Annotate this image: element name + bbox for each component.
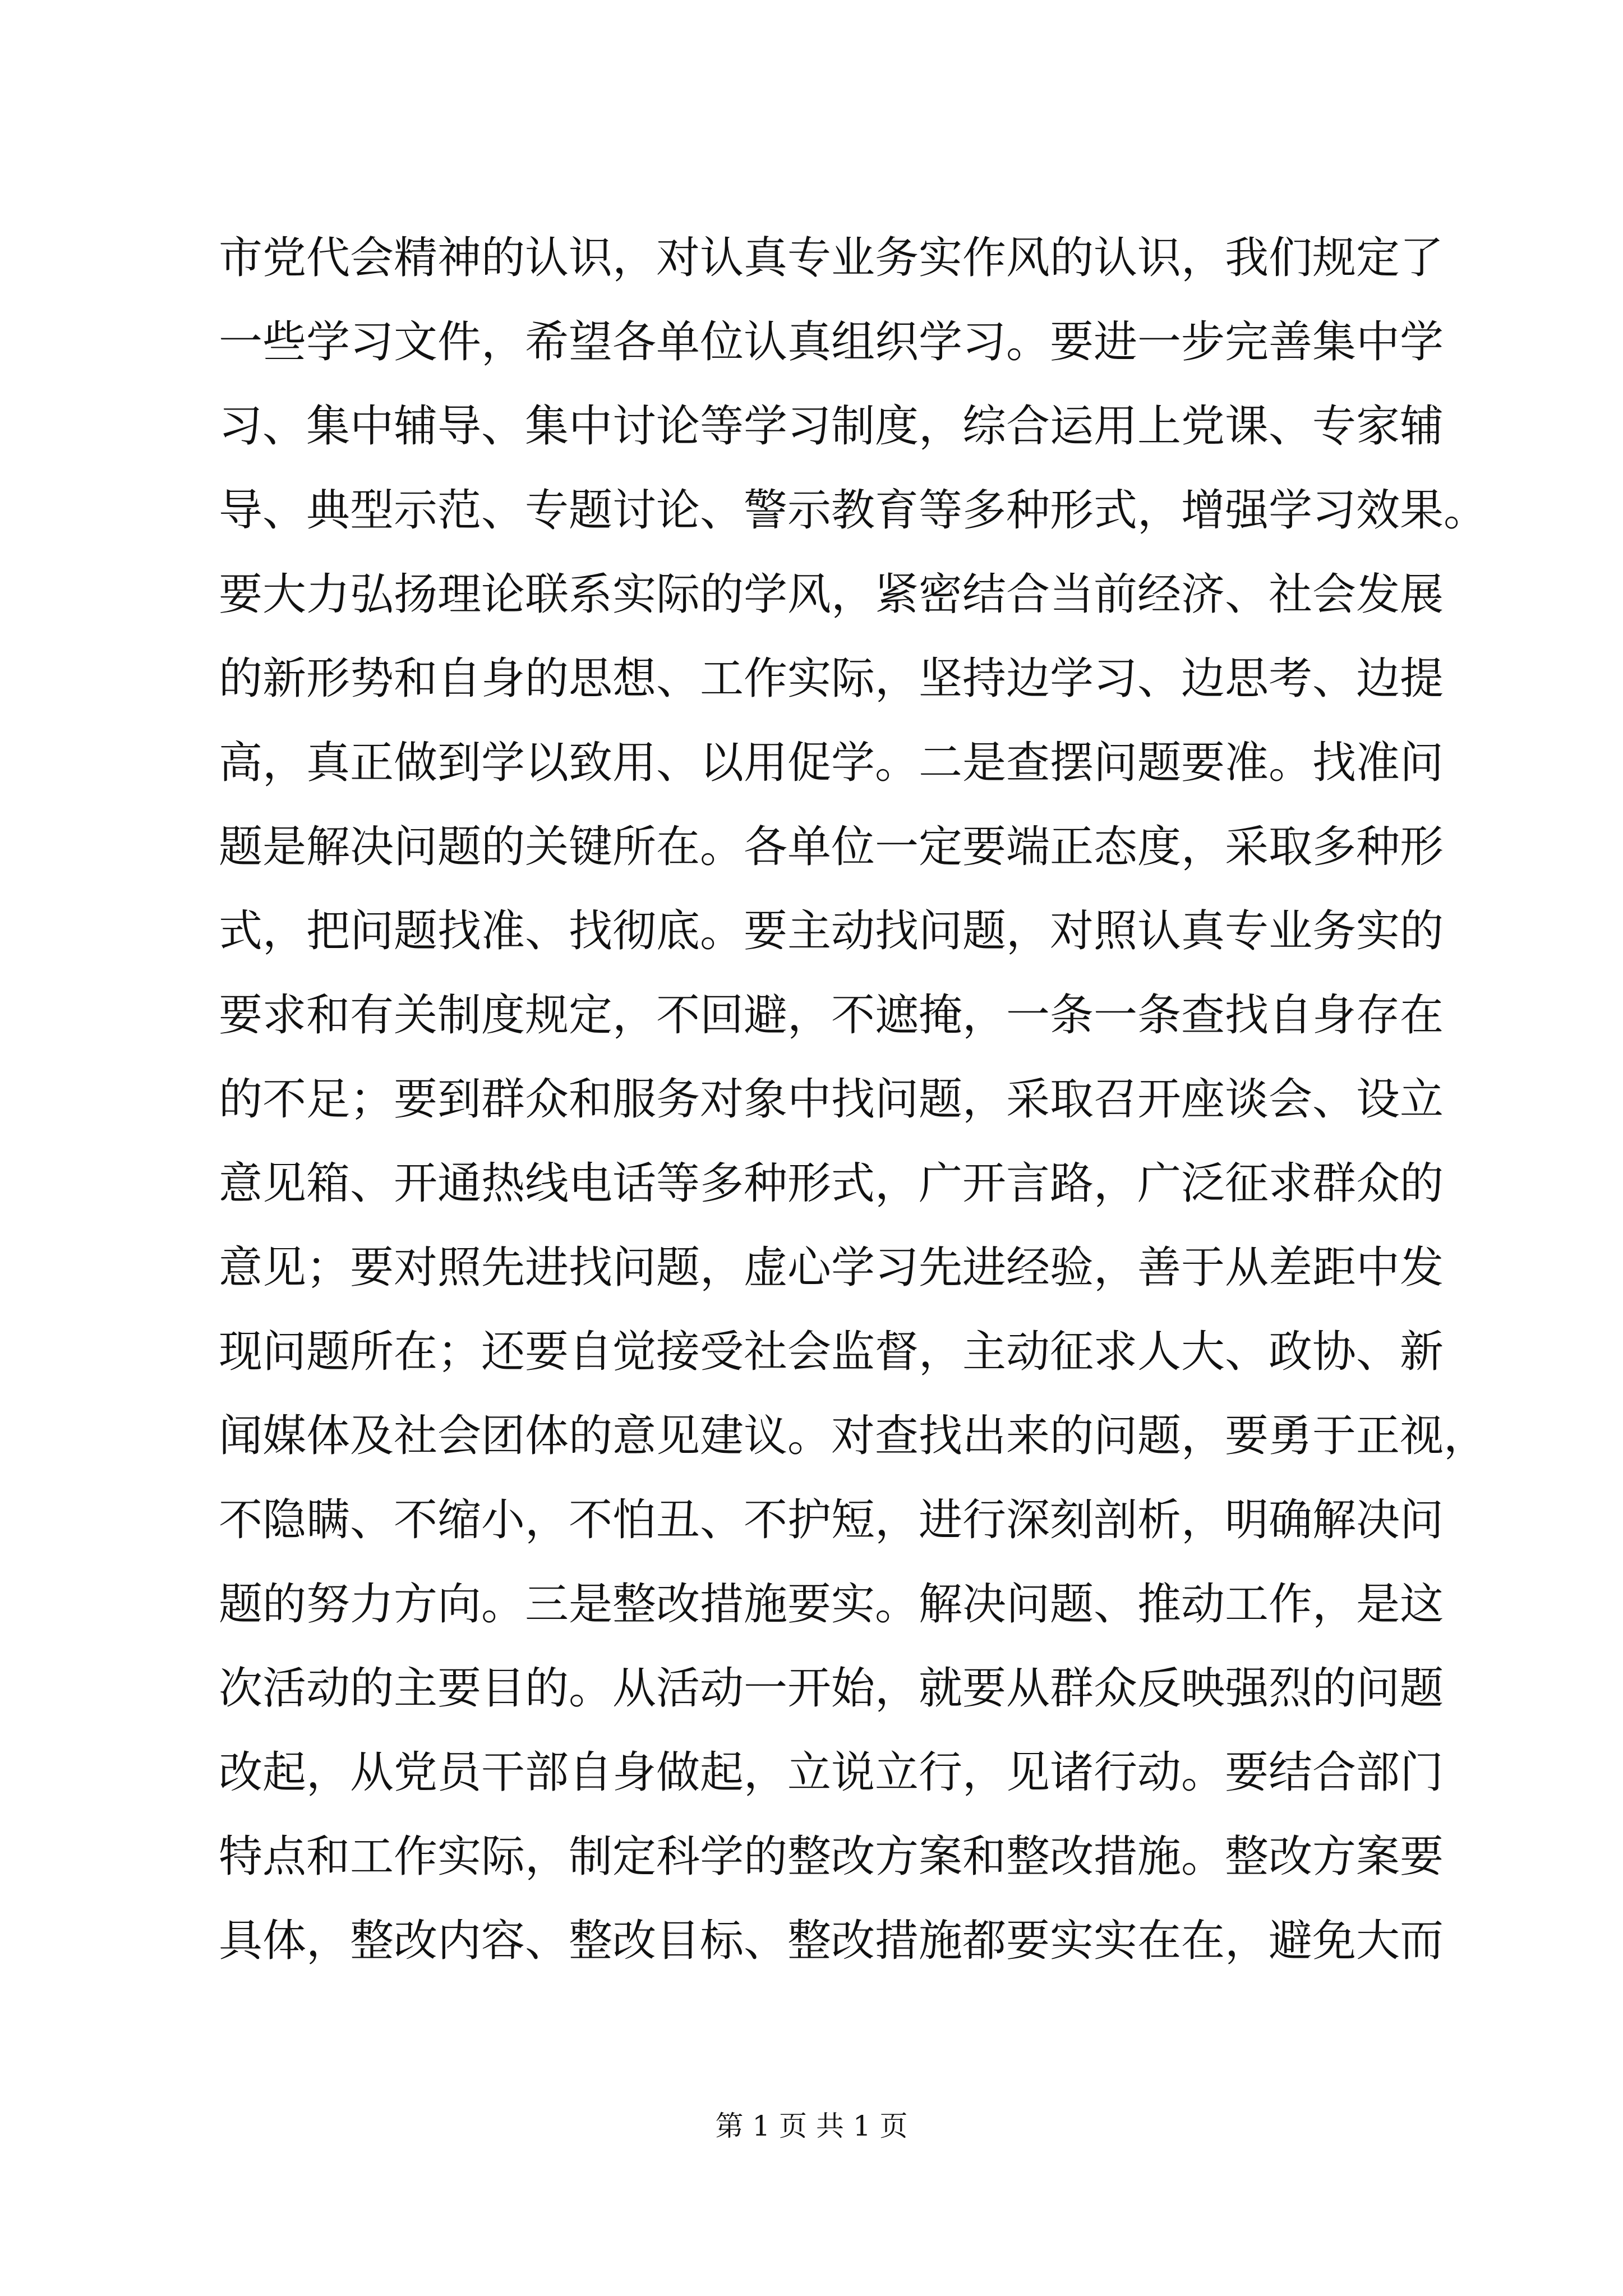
text-line: 意见箱、开通热线电话等多种形式，广开言路，广泛征求群众的 bbox=[219, 1158, 1444, 1209]
body-text bbox=[219, 216, 1488, 1983]
text-line: 题的努力方向。三是整改措施要实。解决问题、推动工作，是这 bbox=[219, 1579, 1444, 1630]
text-line: 高，真正做到学以致用、以用促学。二是查摆问题要准。找准问 bbox=[219, 738, 1444, 788]
text-line: 的新形势和自身的思想、工作实际，坚持边学习、边思考、边提 bbox=[219, 654, 1444, 704]
text-line: 习、集中辅导、集中讨论等学习制度，综合运用上党课、专家辅 bbox=[219, 401, 1444, 452]
text-line: 不隐瞒、不缩小，不怕丑、不护短，进行深刻剖析，明确解决问 bbox=[219, 1495, 1444, 1545]
text-line: 导、典型示范、专题讨论、警示教育等多种形式，增强学习效果。 bbox=[219, 485, 1488, 536]
text-line: 改起，从党员干部自身做起，立说立行，见诸行动。要结合部门 bbox=[219, 1747, 1444, 1798]
text-line: 要求和有关制度规定，不回避，不遮掩，一条一条查找自身存在 bbox=[219, 990, 1444, 1041]
text-line: 题是解决问题的关键所在。各单位一定要端正态度，采取多种形 bbox=[219, 822, 1444, 872]
page-footer: 第 1 页 共 1 页 bbox=[715, 2110, 908, 2142]
text-line: 式，把问题找准、找彻底。要主动找问题，对照认真专业务实的 bbox=[219, 906, 1444, 956]
text-line: 意见；要对照先进找问题，虚心学习先进经验，善于从差距中发 bbox=[219, 1243, 1444, 1293]
text-line: 特点和工作实际，制定科学的整改方案和整改措施。整改方案要 bbox=[219, 1832, 1444, 1882]
text-line: 要大力弘扬理论联系实际的学风，紧密结合当前经济、社会发展 bbox=[219, 569, 1444, 620]
text-line: 次活动的主要目的。从活动一开始，就要从群众反映强烈的问题 bbox=[219, 1663, 1444, 1714]
text-line: 的不足；要到群众和服务对象中找问题，采取召开座谈会、设立 bbox=[219, 1074, 1444, 1125]
text-line: 具体，整改内容、整改目标、整改措施都要实实在在，避免大而 bbox=[219, 1916, 1444, 1966]
text-line: 闻媒体及社会团体的意见建议。对查找出来的问题，要勇于正视， bbox=[219, 1411, 1488, 1461]
text-line: 市党代会精神的认识，对认真专业务实作风的认识，我们规定了 bbox=[219, 233, 1444, 283]
text-line: 现问题所在；还要自觉接受社会监督，主动征求人大、政协、新 bbox=[219, 1327, 1444, 1377]
text-line: 一些学习文件，希望各单位认真组织学习。要进一步完善集中学 bbox=[219, 317, 1444, 367]
